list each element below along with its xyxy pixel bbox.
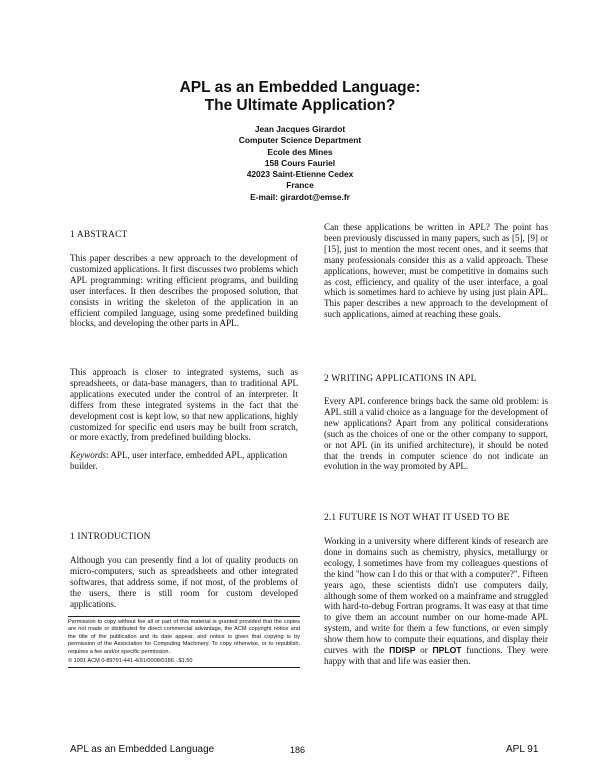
footer-left: APL as an Embedded Language bbox=[70, 744, 215, 755]
paper-title-line2: The Ultimate Application? bbox=[204, 97, 396, 114]
author-name: Jean Jacques Girardot bbox=[254, 124, 346, 134]
keywords-text: : APL, user interface, embedded APL, application builder. bbox=[70, 450, 288, 471]
introduction-paragraph-1: Although you can presently find a lot of quality products on micro-computers, such as spreadsheets and other integrated softwares, that address some, if not most, of the problems of the users, there is still room for custom developed applications. bbox=[70, 555, 298, 609]
author-school: Ecole des Mines bbox=[267, 146, 333, 157]
section21-paragraph-1: Working in a university where different kinds of research are done in domains such as chemistry, physics, metallurgy or ecology, I sometimes have from my colleagues questions of the kind "how can I do this or that with a computer?". Fifteen years ago, these scientists didn't use computers daily, although some of them worked on a mainframe and struggled with hard-to-debug Fortran programs. It was easy at that time to give them an account number on our home-made APL system, and write for them a few functions, or even simply show them how to compute their equations, and display their curves with the ΠDISP or ΠPLOT functions. They were happy with that and life was easier then. bbox=[324, 536, 549, 666]
introduction-heading: 1 INTRODUCTION bbox=[70, 532, 151, 542]
function-disp: ΠDISP bbox=[389, 645, 416, 656]
function-plot: ΠPLOT bbox=[432, 645, 462, 656]
page-number: 186 bbox=[290, 745, 306, 755]
section2-heading: 2 WRITING APPLICATIONS IN APL bbox=[324, 374, 477, 384]
abstract-paragraph-2: This approach is closer to integrated systems, such as spreadsheets, or data-base managers, than to traditional APL applications executed under the control of an interpreter. It differs from these integrated systems in the fact that the development cost is kept low, so that new applications, highly customized for specific end users may be built from scratch, or more exactly, from predefined building blocks. bbox=[70, 367, 298, 443]
permission-notice bbox=[68, 616, 300, 668]
paper-title-line1: APL as an Embedded Language: bbox=[179, 79, 421, 96]
copyright-line: © 1991 ACM 0-89791-441-4/91/0008/0186...$1.50 bbox=[68, 658, 193, 665]
author-email: E-mail: girardot@emse.fr bbox=[250, 191, 350, 202]
abstract-heading: 1 ABSTRACT bbox=[70, 230, 128, 240]
author-department: Computer Science Department bbox=[238, 135, 362, 146]
section21-heading: 2.1 FUTURE IS NOT WHAT IT USED TO BE bbox=[324, 513, 510, 523]
author-city: 42023 Saint-Etienne Cedex bbox=[246, 169, 354, 180]
right-intro-paragraph: Can these applications be written in APL? The point has been previously discussed in many papers, such as [5], [9] or [15], just to mention the most recent ones, and it seems that many professionals consider this as a valid approach. These applications, however, must be competitive in domains such as cost, efficiency, and quality of the user interface, a goal which is sometimes hard to achieve by using just plain APL. This paper describes a new approach to the development of such applications, aimed at reaching these goals. bbox=[324, 222, 548, 320]
author-country: France bbox=[286, 180, 314, 191]
author-block bbox=[0, 124, 600, 203]
abstract-paragraph-1: This paper describes a new approach to the development of customized applications. It first discusses two problems which APL programming: writing efficient programs, and building user interfaces. It then describes the proposed solution, that consists in writing the skeleton of the application in an efficient compiled language, using some predefined building blocks, and developing the other parts in APL. bbox=[70, 253, 298, 329]
keywords-label: Keywords bbox=[70, 450, 107, 460]
keywords bbox=[70, 450, 298, 472]
author-street: 158 Cours Fauriel bbox=[264, 157, 336, 168]
section2-paragraph-1: Every APL conference brings back the same old problem: is APL still a valid choice as a language for the development of new applications? Apart from any political considerations (such as the choices of one or the other company to support, or not APL (in its unified architecture), it should be noted that the trends in computer science do not indicate an evolution in the way promoted by APL. bbox=[324, 396, 548, 472]
permission-text: Permission to copy without fee all or part of this material is granted provided that the copies are not made or distributed for direct commercial advantage, the ACM copyright notice and the title of the publication and its date appear, and notice is given that copying is by permission of the Association for Computing Machinery. To copy otherwise, or to republish, requires a fee and/or specific permission. bbox=[68, 619, 300, 655]
footer-right: APL 91 bbox=[506, 744, 539, 755]
